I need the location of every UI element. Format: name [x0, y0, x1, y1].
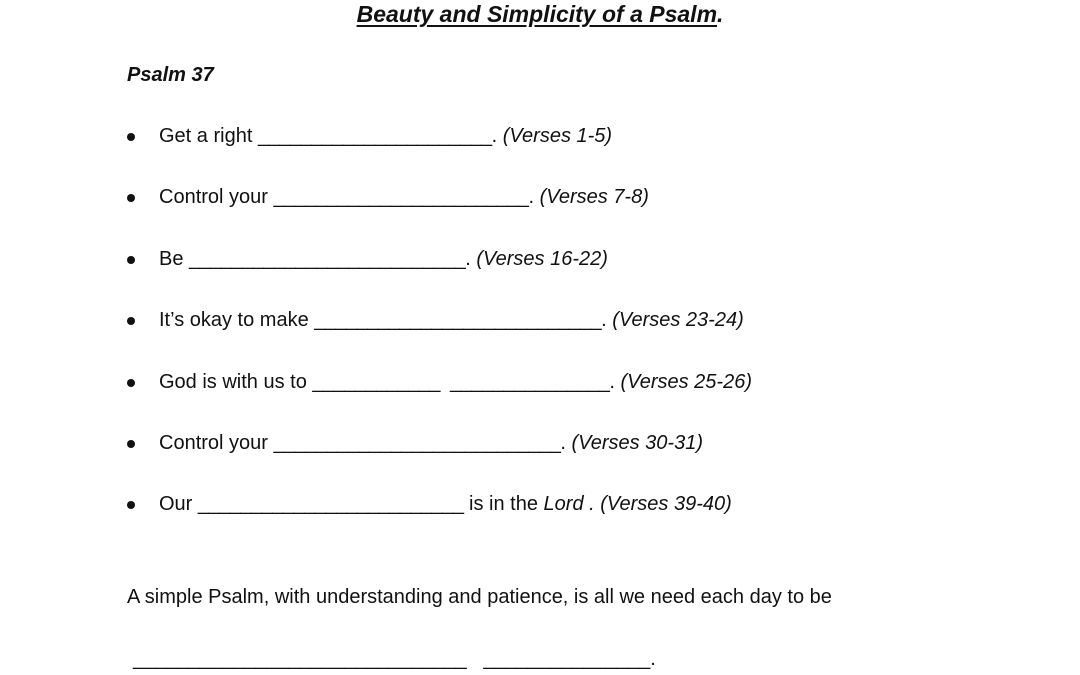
bullet-icon — [127, 317, 135, 325]
item-lead-text: Control your — [159, 431, 274, 454]
list-item-line — [159, 368, 752, 396]
list-item-line — [159, 429, 703, 457]
item-lead-text: God is with us to — [159, 370, 313, 393]
item-lead-text: Get a right — [159, 125, 258, 147]
verse-reference: . (Verses 39-40) — [583, 493, 732, 516]
bullet-icon — [127, 256, 135, 264]
list-item-line — [159, 122, 612, 150]
fill-in-blank: ________________________ — [273, 186, 529, 209]
bullet-icon — [127, 133, 135, 141]
lord-text: Lord — [543, 493, 584, 516]
fill-in-blank: _________________________ — [197, 493, 464, 516]
psalm-heading: Psalm 37 — [127, 64, 214, 86]
verse-reference: (Verses 1-5) — [497, 125, 613, 147]
verse-reference: (Verses 23-24) — [606, 309, 744, 332]
item-trail-text: . — [560, 431, 566, 454]
verse-reference: (Verses 16-22) — [470, 247, 608, 270]
list-item-line — [159, 490, 732, 518]
list-item-line — [159, 183, 649, 211]
fill-in-blank: ___________________________ — [314, 309, 602, 332]
verse-reference: (Verses 25-26) — [614, 370, 752, 393]
item-trail-text: . — [609, 370, 615, 393]
verse-reference: (Verses 7-8) — [534, 186, 649, 209]
fill-in-blank: ____________ _______________ — [312, 370, 610, 393]
item-trail-text: . — [465, 247, 471, 270]
item-lead-text: It’s okay to make — [159, 309, 315, 332]
fill-in-blank: ______________________ — [257, 125, 492, 147]
list-item-line — [159, 306, 744, 334]
page-title-text: Beauty and Simplicity of a Psalm — [356, 1, 718, 27]
fill-in-blank: __________________________ — [189, 247, 466, 270]
item-trail-text: is in the — [463, 493, 544, 516]
answer-blank: ______________________________ _______________. — [133, 648, 656, 670]
item-lead-text: Control your — [159, 186, 274, 209]
list-item-line — [159, 245, 608, 273]
closing-sentence: A simple Psalm, with understanding and patience, is all we need each day to be — [127, 586, 832, 608]
item-lead-text: Be — [159, 247, 190, 270]
item-trail-text: . — [491, 125, 498, 147]
item-lead-text: Our — [159, 493, 198, 516]
page-title — [0, 0, 1080, 28]
bullet-icon — [127, 501, 135, 509]
bullet-icon — [127, 440, 135, 448]
fill-in-blank: ___________________________ — [273, 431, 561, 454]
verse-reference: (Verses 30-31) — [565, 431, 703, 454]
item-trail-text: . — [601, 309, 607, 332]
bullet-icon — [127, 194, 135, 202]
item-trail-text: . — [528, 186, 535, 209]
page-title-period: . — [717, 1, 724, 27]
bullet-icon — [127, 379, 135, 387]
